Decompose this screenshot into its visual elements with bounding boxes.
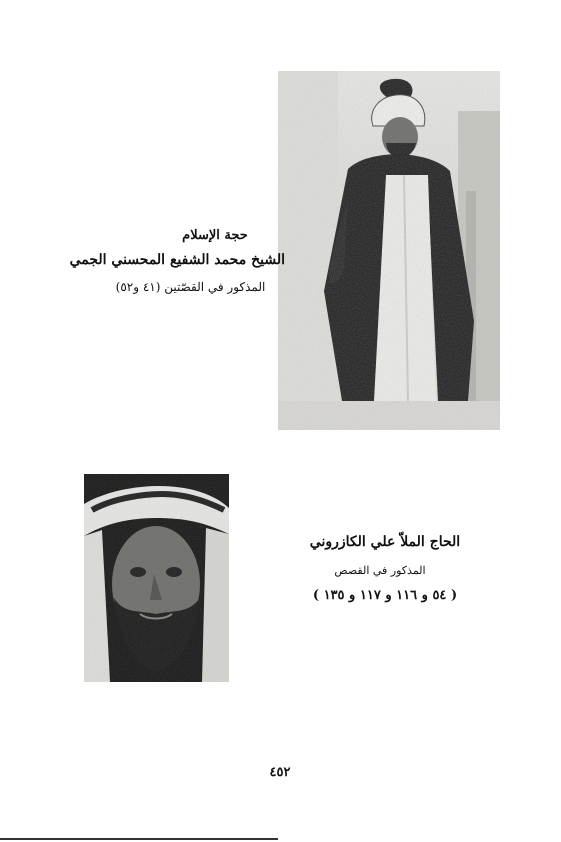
photo-head-portrait — [84, 474, 229, 682]
caption-story-reference: المذكور في القصّتين (٤١ و٥٢) — [115, 280, 266, 294]
portrait-image — [278, 71, 500, 430]
photo-full-length-portrait — [278, 71, 500, 430]
caption-story-reference: ( ٥٤ و ١١٦ و ١١٧ و ١٣٥ ) — [312, 588, 458, 603]
caption-mentioned-in: المذكور في القصص — [334, 564, 426, 577]
caption-person-name: الحاج الملاّ علي الكازروني — [309, 534, 461, 550]
page-edge-rule — [0, 838, 278, 840]
caption-person-name: الشيخ محمد الشفيع المحسني الجمي — [69, 252, 285, 268]
page-number: ٤٥٢ — [269, 765, 291, 780]
portrait-image — [84, 474, 229, 682]
caption-title-honorific: حجة الإسلام — [182, 228, 248, 243]
